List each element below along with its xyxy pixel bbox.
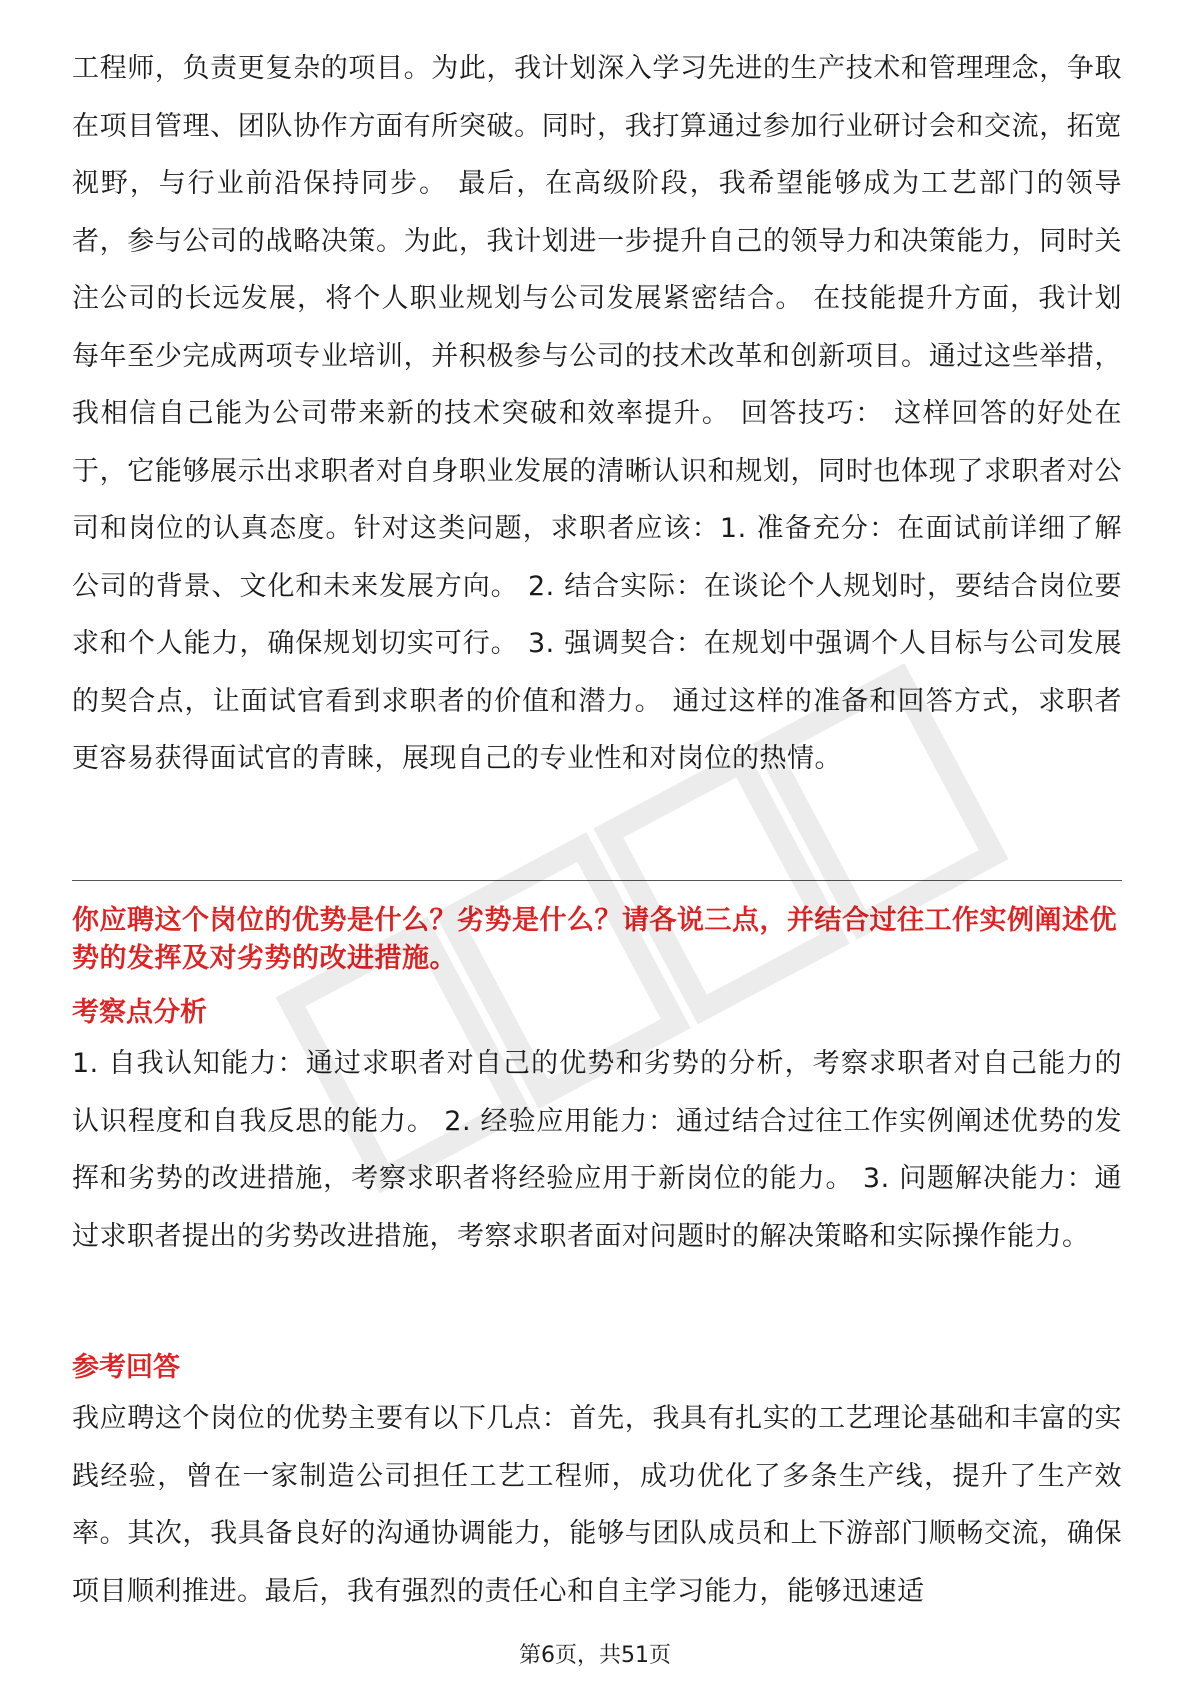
reference-answer-section	[72, 1390, 1122, 1620]
reference-answer-text: 我应聘这个岗位的优势主要有以下几点：首先，我具有扎实的工艺理论基础和丰富的实践经验，曾在一家制造公司担任工艺工程师，成功优化了多条生产线，提升了生产效率。其次，我具备良好的沟通协调能力，能够与团队成员和上下游部门顺畅交流，确保项目顺利推进。最后，我有强烈的责任心和自主学习能力，能够迅速适	[72, 1403, 1122, 1607]
interview-question: 你应聘这个岗位的优势是什么？劣势是什么？请各说三点，并结合过往工作实例阐述优势的发挥及对劣势的改进措施。	[72, 905, 1117, 974]
reference-answer-heading: 参考回答	[72, 1352, 180, 1383]
section-divider	[72, 880, 1122, 881]
continued-answer-section	[72, 40, 1122, 788]
analysis-text: 1. 自我认知能力：通过求职者对自己的优势和劣势的分析，考察求职者对自己能力的认识程度和自我反思的能力。 2. 经验应用能力：通过结合过往工作实例阐述优势的发挥和劣势的改进措施，考察求职者将经验应用于新岗位的能力。 3. 问题解决能力：通过求职者提出的劣势改进措施，考察求职者面对问题时的解决策略和实际操作能力。	[72, 1048, 1122, 1252]
page-number-footer: 第6页，共51页	[519, 1643, 671, 1668]
analysis-heading: 考察点分析	[72, 997, 207, 1028]
analysis-section	[72, 1035, 1122, 1265]
continued-answer-text: 工程师，负责更复杂的项目。为此，我计划深入学习先进的生产技术和管理理念，争取在项目管理、团队协作方面有所突破。同时，我打算通过参加行业研讨会和交流，拓宽视野，与行业前沿保持同步。 最后，在高级阶段，我希望能够成为工艺部门的领导者，参与公司的战略决策。为此，我计划进一步提升自己的领导力和决策能力，同时关注公司的长远发展，将个人职业规划与公司发展紧密结合。 在技能提升方面，我计划每年至少完成两项专业培训，并积极参与公司的技术改革和创新项目。通过这些举措，我相信自己能为公司带来新的技术突破和效率提升。 回答技巧： 这样回答的好处在于，它能够展示出求职者对自身职业发展的清晰认识和规划，同时也体现了求职者对公司和岗位的认真态度。针对这类问题，求职者应该：1. 准备充分：在面试前详细了解公司的背景、文化和未来发展方向。 2. 结合实际：在谈论个人规划时，要结合岗位要求和个人能力，确保规划切实可行。 3. 强调契合：在规划中强调个人目标与公司发展的契合点，让面试官看到求职者的价值和潜力。 通过这样的准备和回答方式，求职者更容易获得面试官的青睐，展现自己的专业性和对岗位的热情。	[72, 53, 1122, 774]
